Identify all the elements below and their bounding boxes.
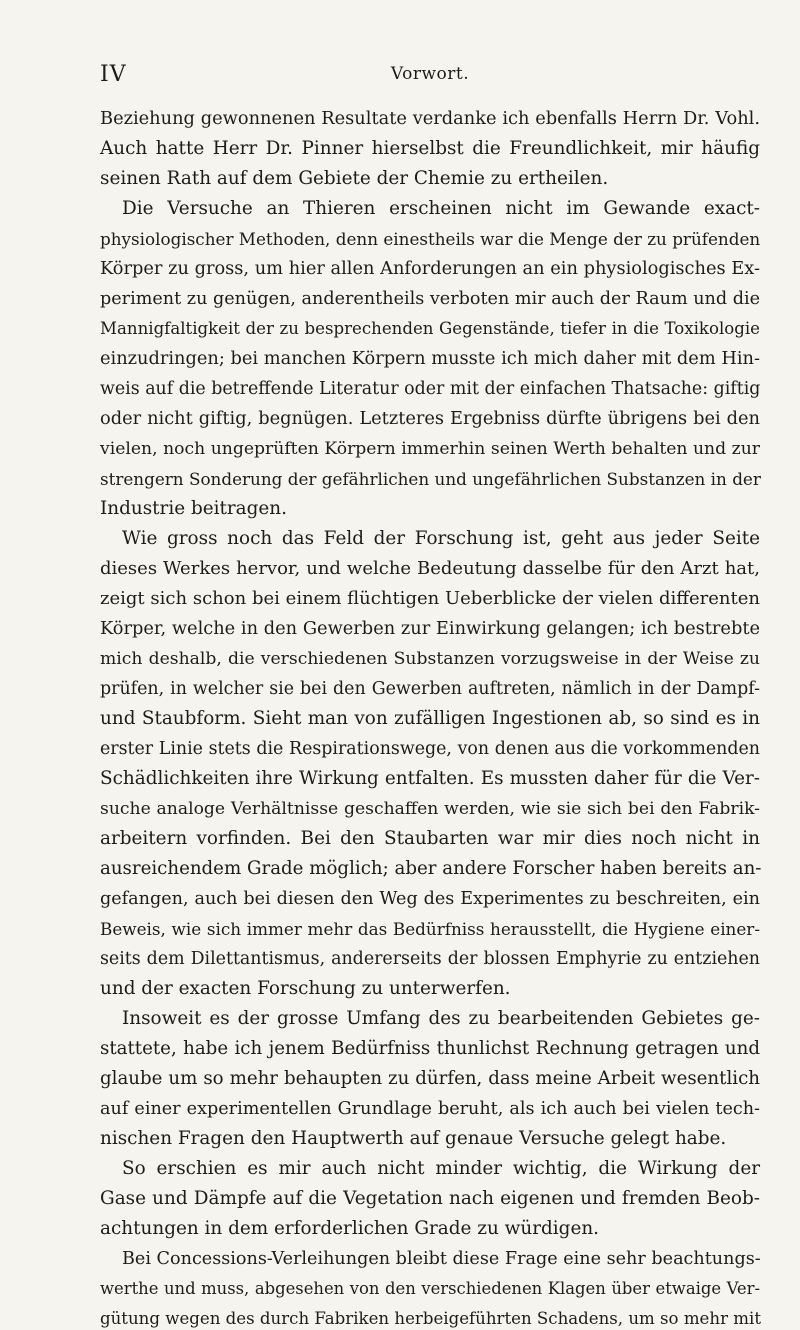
text-line: Die Versuche an Thieren erscheinen nicht im Gewande exact- <box>122 198 760 219</box>
text-line: suche analoge Verhältnisse geschaffen werden, wie sie sich bei den Fabrik- <box>100 799 760 819</box>
text-line: dieses Werkes hervor, und welche Bedeutung dasselbe für den Arzt hat, <box>100 558 760 579</box>
text-line: physiologischer Methoden, denn einestheils war die Menge der zu prüfenden <box>100 229 761 249</box>
text-line: einzudringen; bei manchen Körpern musste ich mich daher mit dem Hin- <box>100 348 760 369</box>
text-line: Mannigfaltigkeit der zu besprechenden Gegenstände, tiefer in die Toxikologie <box>100 319 760 338</box>
text-line: achtungen in dem erforderlichen Grade zu würdigen. <box>100 1218 600 1239</box>
text-line: prüfen, in welcher sie bei den Gewerben auftreten, nämlich in der Dampf- <box>100 679 760 699</box>
body-text <box>100 104 760 1330</box>
text-line: strengern Sonderung der gefährlichen und ungefährlichen Substanzen in der <box>100 469 761 489</box>
text-line: So erschien es mir auch nicht minder wichtig, die Wirkung der <box>122 1158 760 1179</box>
text-line: werthe und muss, abgesehen von den verschiedenen Klagen über etwaige Ver- <box>100 1279 760 1298</box>
text-line: stattete, habe ich jenem Bedürfniss thunlichst Rechnung getragen und <box>100 1038 760 1059</box>
text-line: arbeitern vorfinden. Bei den Staubarten war mir dies noch nicht in <box>100 828 760 849</box>
text-line: weis auf die betreffende Literatur oder mit der einfachen Thatsache: giftig <box>100 379 761 399</box>
text-line: zeigt sich schon bei einem flüchtigen Ueberblicke der vielen differenten <box>100 588 760 609</box>
text-line: mich deshalb, die verschiedenen Substanzen vorzugsweise in der Weise zu <box>100 649 760 669</box>
text-line: und Staubform. Sieht man von zufälligen Ingestionen ab, so sind es in <box>100 708 760 729</box>
text-line: glaube um so mehr behaupten zu dürfen, dass meine Arbeit wesentlich <box>100 1068 760 1089</box>
running-head: Vorwort. <box>390 64 470 84</box>
text-line: Industrie beitragen. <box>100 498 287 519</box>
text-line: periment zu genügen, anderentheils verboten mir auch der Raum und die <box>100 289 761 309</box>
text-line: Insoweit es der grosse Umfang des zu bearbeitenden Gebietes ge- <box>122 1008 760 1029</box>
text-line: Wie gross noch das Feld der Forschung ist, geht aus jeder Seite <box>122 528 760 549</box>
text-line: seinen Rath auf dem Gebiete der Chemie zu ertheilen. <box>100 168 609 189</box>
text-line: Körper zu gross, um hier allen Anforderungen an ein physiologisches Ex- <box>100 258 760 279</box>
text-line: oder nicht giftig, begnügen. Letzteres Ergebniss dürfte übrigens bei den <box>100 408 760 429</box>
text-line: Schädlichkeiten ihre Wirkung entfalten. Es mussten daher für die Ver- <box>100 768 760 789</box>
text-line: Beweis, wie sich immer mehr das Bedürfniss herausstellt, die Hygiene einer- <box>100 919 760 939</box>
text-line: Gase und Dämpfe auf die Vegetation nach eigenen und fremden Beob- <box>100 1188 760 1209</box>
text-line: erster Linie stets die Respirationswege, von denen aus die vorkommenden <box>100 739 760 759</box>
text-line: Körper, welche in den Gewerben zur Einwirkung gelangen; ich bestrebte <box>100 618 760 639</box>
text-line: vielen, noch ungeprüften Körpern immerhin seinen Werth behalten und zur <box>100 439 760 459</box>
text-line: Beziehung gewonnenen Resultate verdanke ich ebenfalls Herrn Dr. Vohl. <box>100 108 760 129</box>
text-line: gütung wegen des durch Fabriken herbeigeführten Schadens, um so mehr mit <box>100 1309 761 1328</box>
page-header <box>100 62 760 92</box>
text-line: Bei Concessions-Verleihungen bleibt diese Frage eine sehr beachtungs- <box>122 1249 761 1269</box>
text-line: ausreichendem Grade möglich; aber andere Forscher haben bereits an- <box>100 858 762 879</box>
page-number: IV <box>100 62 127 87</box>
text-line: und der exacten Forschung zu unterwerfen. <box>100 978 511 999</box>
text-line: Auch hatte Herr Dr. Pinner hierselbst die Freundlichkeit, mir häufig <box>100 138 760 159</box>
text-line: gefangen, auch bei diesen den Weg des Experimentes zu beschreiten, ein <box>100 889 760 909</box>
text-line: seits dem Dilettantismus, andererseits der blossen Emphyrie zu entziehen <box>100 949 760 969</box>
text-line: nischen Fragen den Hauptwerth auf genaue Versuche gelegt habe. <box>100 1128 727 1149</box>
text-line: auf einer experimentellen Grundlage beruht, als ich auch bei vielen tech- <box>100 1099 760 1119</box>
